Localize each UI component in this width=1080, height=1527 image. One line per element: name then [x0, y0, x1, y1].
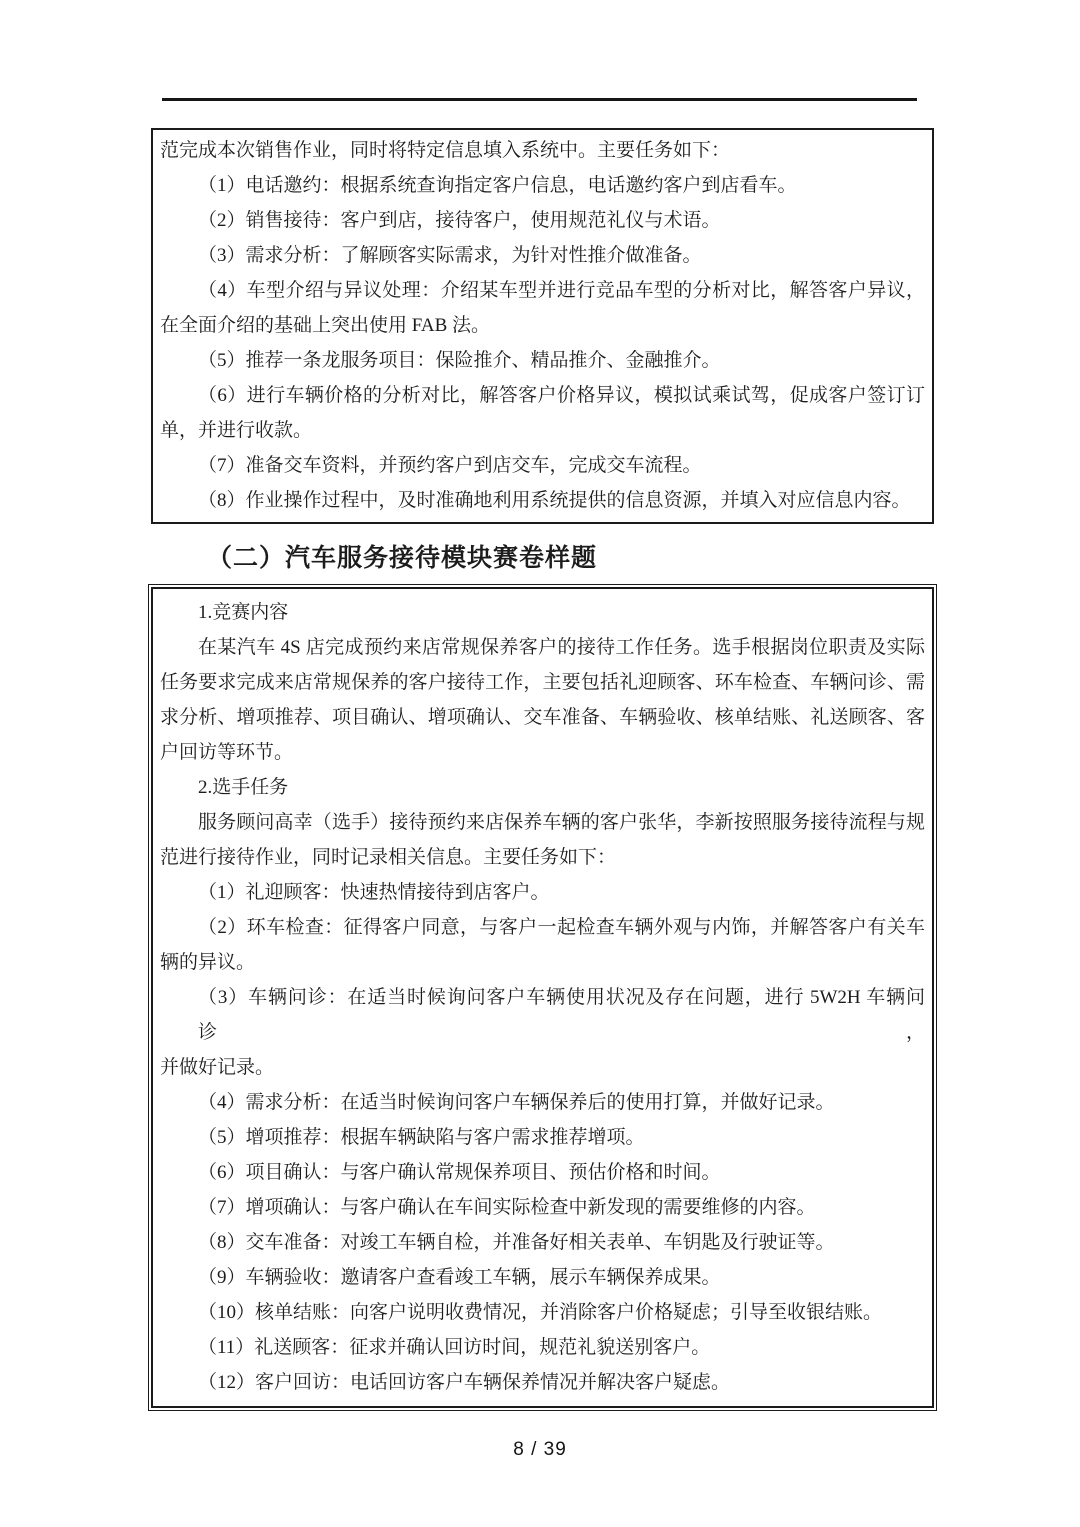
- text-line: 在某汽车 4S 店完成预约来店常规保养客户的接待工作任务。选手根据岗位职责及实际: [198, 637, 925, 658]
- text-line: （7）增项确认：与客户确认在车间实际检查中新发现的需要维修的内容。: [198, 1197, 816, 1218]
- text-line: （2）销售接待：客户到店，接待客户，使用规范礼仪与术语。: [198, 210, 721, 231]
- text-line: （8）作业操作过程中，及时准确地利用系统提供的信息资源，并填入对应信息内容。: [198, 490, 911, 511]
- text-line: （8）交车准备：对竣工车辆自检，并准备好相关表单、车钥匙及行驶证等。: [198, 1232, 835, 1253]
- text-line: （5）增项推荐：根据车辆缺陷与客户需求推荐增项。: [198, 1127, 645, 1148]
- sales-module-tasks-box: [151, 128, 934, 524]
- text-line: 辆的异议。: [160, 952, 256, 973]
- text-line: 在全面介绍的基础上突出使用 FAB 法。: [160, 315, 491, 336]
- text-line: （11）礼送顾客：征求并确认回访时间，规范礼貌送别客户。: [198, 1337, 711, 1358]
- text-line: （2）环车检查：征得客户同意，与客户一起检查车辆外观与内饰，并解答客户有关车: [198, 917, 925, 938]
- text-line: 范进行接待作业，同时记录相关信息。主要任务如下：: [160, 847, 617, 868]
- text-line: （12）客户回访：电话回访客户车辆保养情况并解决客户疑虑。: [198, 1372, 731, 1393]
- text-line: （1）礼迎顾客：快速热情接待到店客户。: [198, 882, 550, 903]
- text-line: 并做好记录。: [160, 1057, 275, 1078]
- text-line: 户回访等环节。: [160, 742, 294, 763]
- text-line: （9）车辆验收：邀请客户查看竣工车辆，展示车辆保养成果。: [198, 1267, 721, 1288]
- text-line: （3）需求分析：了解顾客实际需求，为针对性推介做准备。: [198, 245, 702, 266]
- header-rule: [162, 98, 917, 101]
- text-line: （4）需求分析：在适当时候询问客户车辆保养后的使用打算，并做好记录。: [198, 1092, 835, 1113]
- text-line: 任务要求完成来店常规保养的客户接待工作，主要包括礼迎顾客、环车检查、车辆问诊、需: [160, 672, 925, 693]
- text-line: 服务顾问高幸（选手）接待预约来店保养车辆的客户张华，李新按照服务接待流程与规: [198, 812, 925, 833]
- text-line: （4）车型介绍与异议处理：介绍某车型并进行竞品车型的分析对比，解答客户异议，: [198, 280, 925, 301]
- text-line: 2.选手任务: [198, 777, 289, 798]
- page-content: [151, 98, 934, 1408]
- section-heading: （二）汽车服务接待模块赛卷样题: [207, 545, 598, 572]
- text-line: （6）项目确认：与客户确认常规保养项目、预估价格和时间。: [198, 1162, 721, 1183]
- text-line: 1.竞赛内容: [198, 602, 289, 623]
- text-line: （1）电话邀约：根据系统查询指定客户信息，电话邀约客户到店看车。: [198, 175, 797, 196]
- text-line: （3）车辆问诊：在适当时候询问客户车辆使用状况及存在问题，进行 5W2H 车辆问诊，: [198, 987, 925, 1043]
- text-line: 范完成本次销售作业，同时将特定信息填入系统中。主要任务如下：: [160, 140, 731, 161]
- page-number: 8 / 39: [513, 1439, 567, 1460]
- text-line: 单，并进行收款。: [160, 420, 313, 441]
- service-reception-sample-box: [151, 587, 934, 1408]
- text-line: （7）准备交车资料，并预约客户到店交车，完成交车流程。: [198, 455, 702, 476]
- text-line: （5）推荐一条龙服务项目：保险推介、精品推介、金融推介。: [198, 350, 721, 371]
- text-line: （10）核单结账：向客户说明收费情况，并消除客户价格疑虑；引导至收银结账。: [198, 1302, 883, 1323]
- text-line: （6）进行车辆价格的分析对比，解答客户价格异议，模拟试乘试驾，促成客户签订订: [198, 385, 925, 406]
- text-line: 求分析、增项推荐、项目确认、增项确认、交车准备、车辆验收、核单结账、礼送顾客、客: [160, 707, 925, 728]
